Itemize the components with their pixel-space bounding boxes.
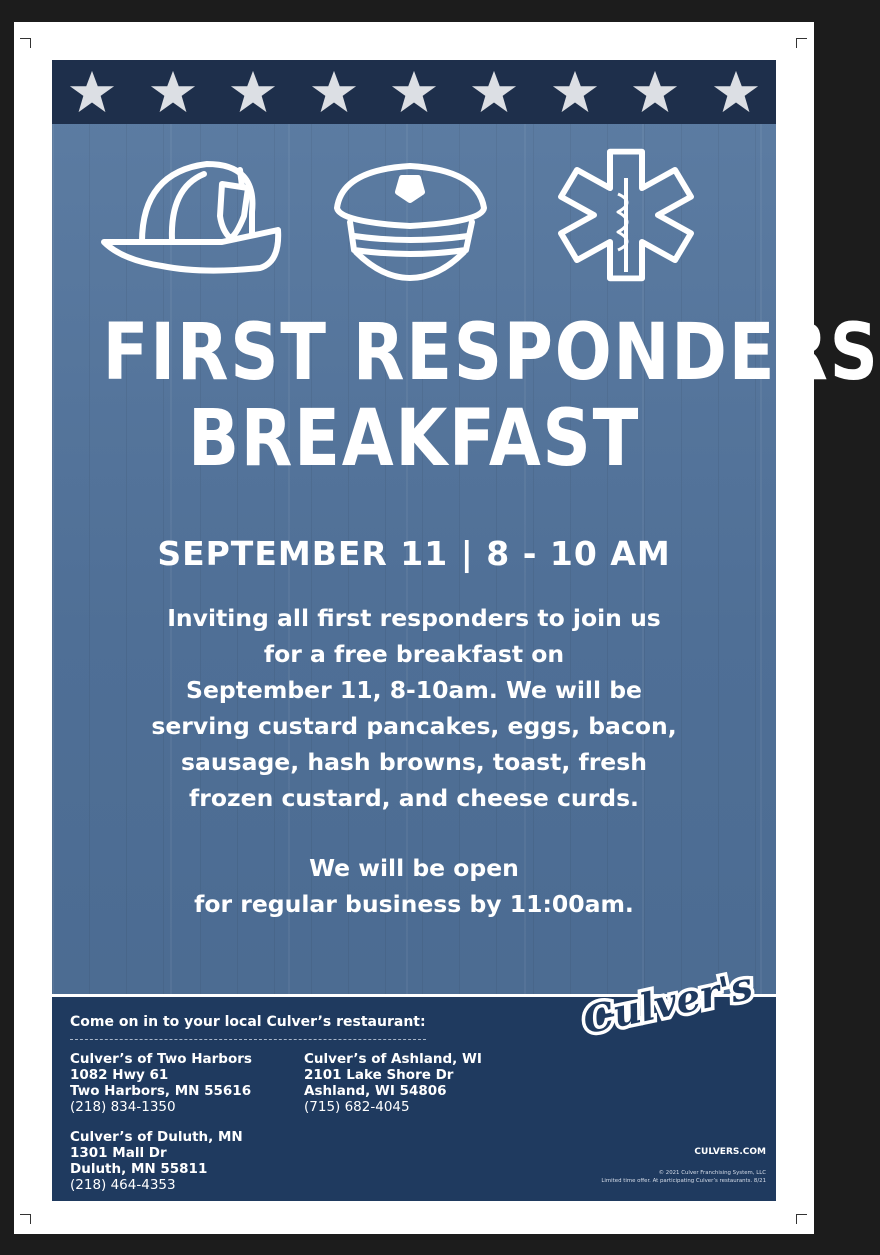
dotted-divider	[70, 1039, 426, 1040]
title-line: BREAKFAST	[187, 394, 641, 484]
crop-mark	[30, 38, 31, 48]
location-name: Culver’s of Two Harbors	[70, 1051, 252, 1067]
location-city: Two Harbors, MN 55616	[70, 1083, 252, 1099]
crop-mark	[20, 38, 30, 39]
location-name: Culver’s of Ashland, WI	[304, 1051, 482, 1067]
invitation-line: September 11, 8-10am. We will be	[186, 676, 642, 704]
star-icon	[149, 68, 197, 116]
footer-heading: Come on in to your local Culver’s restaurant:	[70, 1014, 426, 1030]
first-responder-icons	[52, 150, 776, 290]
svg-text:Culver's: Culver's	[579, 962, 757, 1043]
location-name: Culver’s of Duluth, MN	[70, 1129, 243, 1145]
hours-line: We will be open	[309, 854, 519, 882]
copyright-text: © 2021 Culver Franchising System, LLC	[658, 1170, 766, 1176]
invitation-line: sausage, hash browns, toast, fresh	[181, 748, 647, 776]
location-phone: (218) 834-1350	[70, 1099, 176, 1115]
stars-band	[52, 60, 776, 124]
disclaimer-text: Limited time offer. At participating Culver’s restaurants. 8/21	[601, 1178, 766, 1184]
location-address: 1082 Hwy 61	[70, 1067, 169, 1083]
location-ashland	[304, 1051, 482, 1115]
star-of-life-icon	[561, 152, 691, 279]
location-address: 2101 Lake Shore Dr	[304, 1067, 454, 1083]
crop-mark	[797, 38, 807, 39]
crop-mark	[20, 1214, 30, 1215]
hours-text	[72, 850, 756, 922]
crop-mark	[797, 1214, 807, 1215]
star-icon	[631, 68, 679, 116]
invitation-line: serving custard pancakes, eggs, bacon,	[151, 712, 677, 740]
star-icon	[390, 68, 438, 116]
star-icon	[68, 68, 116, 116]
star-icon	[712, 68, 760, 116]
star-icon	[551, 68, 599, 116]
website-link: CULVERS.COM	[694, 1147, 766, 1157]
crop-mark	[796, 38, 797, 48]
fine-print	[601, 1169, 766, 1185]
hours-line: for regular business by 11:00am.	[194, 890, 634, 918]
culvers-logo	[579, 962, 757, 1044]
location-city: Ashland, WI 54806	[304, 1083, 447, 1099]
poster-title	[102, 308, 880, 484]
crop-mark	[30, 1214, 31, 1224]
star-icon	[310, 68, 358, 116]
invitation-line: Inviting all first responders to join us	[167, 604, 661, 632]
location-address: 1301 Mall Dr	[70, 1145, 167, 1161]
location-city: Duluth, MN 55811	[70, 1161, 208, 1177]
location-two-harbors	[70, 1051, 252, 1115]
event-date: SEPTEMBER 11 | 8 - 10 AM	[157, 534, 671, 573]
star-icon	[229, 68, 277, 116]
firefighter-helmet-icon	[104, 164, 278, 271]
location-phone: (218) 464-4353	[70, 1177, 176, 1193]
invitation-line: for a free breakfast on	[263, 640, 565, 668]
title-line: FIRST RESPONDERS	[102, 308, 880, 398]
police-cap-icon	[337, 166, 484, 278]
invitation-line: frozen custard, and cheese curds.	[189, 784, 639, 812]
star-icon	[470, 68, 518, 116]
location-duluth	[70, 1129, 243, 1193]
location-phone: (715) 682-4045	[304, 1099, 410, 1115]
poster	[52, 60, 880, 1198]
invitation-text	[72, 600, 756, 816]
crop-mark	[796, 1214, 797, 1224]
